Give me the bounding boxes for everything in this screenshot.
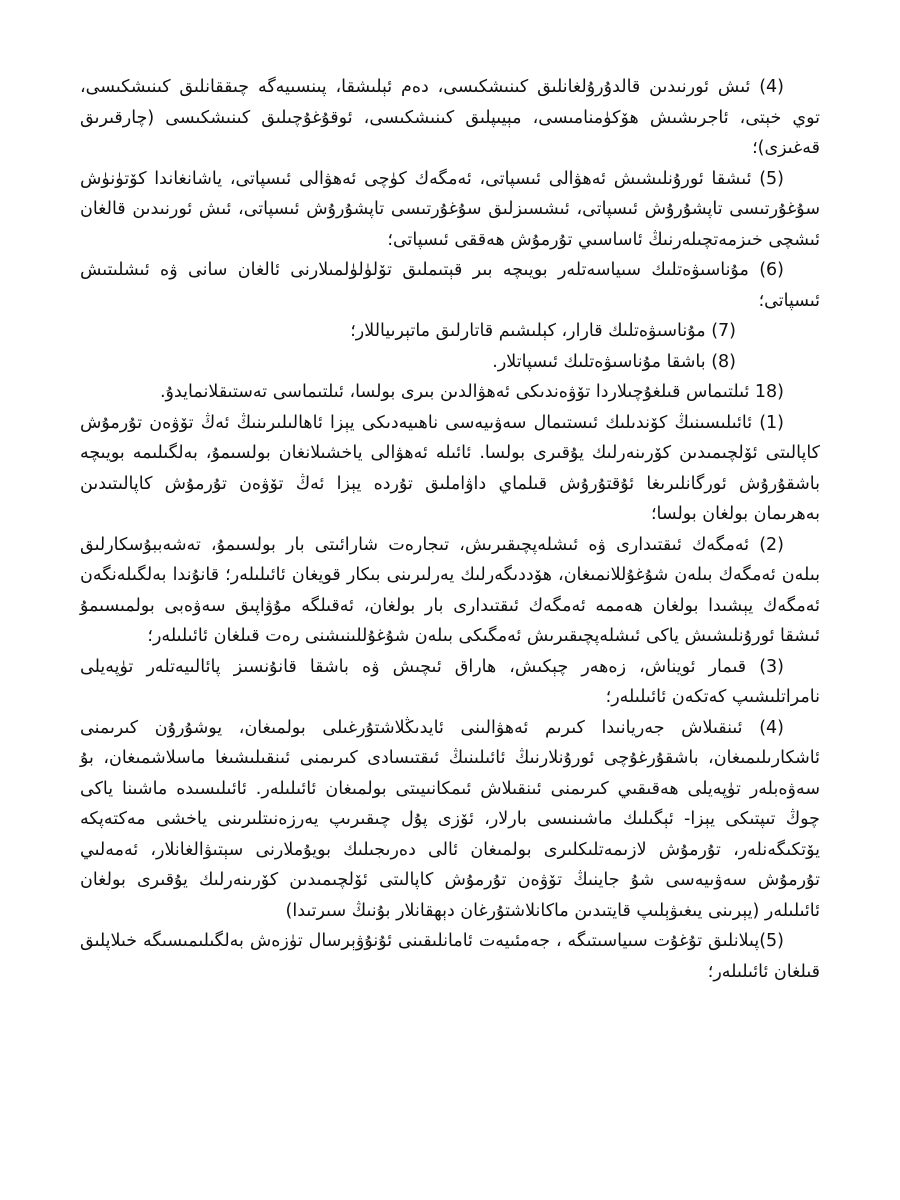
paragraph-item-6-subsidy-proof: (6) مۇناسىۋەتلىك سىياسەتلەر بويىچە بىر قېتىملىق تۆلۈلۈلمىلارنى ئالغان سانى ۋە ئىشلىتىش ئىسپاتى؛ [80,260,820,311]
paragraph-condition-4: (4) ئىنقىلاش جەريانىدا كىرىم ئەھۋالىنى ئايدىڭلاشتۇرغىلى بولمىغان، يوشۇرۇن كىرىمنى ئاشكارىلىمىغان، باشقۇرغۇچى ئورۇنلارنىڭ ئائىلىنىڭ ئىقتىسادى كىرىمنى ئىنقىلىشىغا ماسلاشمىغان، بۇ سەۋەبلەر تۈپەيلى ھەقىقىي كىرىمنى ئىنقىلاش ئىمكانىيىتى بولمىغان ئائىلىلەر. ئائىلىسىدە ماشىنا ياكى چوڭ تىپتىكى يېزا- ئېگىلىك ماشىنىسى بارلار، ئۆزى پۇل چىقىرىپ يەرزەنىتلىرىنى ياخشى مەكتەپكە يۆتكىگەنلەر، تۇرمۇش لازىمەتلىكلىرى بولمىغان ئالى دەرىجىلىك بويۇملارنى سېتىۋالغانلار، ئەمەلىي تۇرمۇش سەۋىيەسى شۇ جاينىڭ تۆۋەن تۇرمۇش كاپالىتى ئۆلچىمىدىن كۆرىنەرلىك يۇقىرى بولغان ئائىلىلەر (يېرىنى يىغىۋېلىپ قايتىدىن ماكانلاشتۇرغان دېھقانلار بۇنىڭ سىرتىدا) [80,717,820,921]
paragraph-condition-1: (1) ئائىلىسىنىڭ كۆندىلىك ئىستىمال سەۋىيەسى ناھىيەدىكى يېزا ئاھالىلىرىنىڭ ئەڭ تۆۋەن تۇرمۇش كاپالىتى ئۆلچىمىدىن كۆرىنەرلىك يۇقىرى بولسا. ئائىلە ئەھۋالى ياخشىلانغان بولسىمۇ، بەلگىلىمە بويىچە باشقۇرۇش ئورگانلىرىغا ئۇقتۇرۇش قىلماي داۋاملىق تۇردە يېزا ئەڭ تۆۋەن تۇرمۇش كاپالىتىدىن بەھرىمان بولغان بولسا؛ [80,412,820,524]
paragraph-condition-3: (3) قىمار ئويناش، زەھەر چېكىش، ھاراق ئىچىش ۋە باشقا قانۇنسىز پائالىيەتلەر تۈپەيلى نامراتلىشىپ كەتكەن ئائىلىلەر؛ [80,656,820,707]
document-page [80,72,820,987]
paragraph-item-7-materials: (7) مۇناسىۋەتلىك قارار، كېلىشىم قاتارلىق ماتېرىياللار؛ [350,321,736,341]
paragraph-item-5-employment-proof: (5) ئىشقا ئورۇنلىشىش ئەھۋالى ئىسپاتى، ئەمگەك كۈچى ئەھۋالى ئىسپاتى، ياشانغاندا كۆتۈنۈش سۇغۇرتىسى تاپشۇرۇش ئىسپاتى، ئىشسىزلىق سۇغۇرتىسى تاپشۇرۇش ئىسپاتى، ئىش ئورنىدىن قالغان ئىشچى خىزمەتچىلەرنىڭ ئاساسىي تۇرمۇش ھەققى ئىسپاتى؛ [80,168,820,250]
paragraph-condition-5: (5)پىلانلىق تۇغۇت سىياسىتىگە ، جەمئىيەت ئامانلىقىنى ئۇنۇۋېرسال تۈزەش بەلگىلىمىسىگە خىلاپلىق قىلغان ئائىلىلەر؛ [80,931,820,982]
paragraph-section-18-heading: (18 ئىلتىماس قىلغۇچىلاردا تۆۋەندىكى ئەھۋالدىن بىرى بولسا، ئىلتىماسى تەستىقلانمايدۇ. [159,382,784,402]
paragraph-item-8-other-proofs: (8) باشقا مۇناسىۋەتلىك ئىسپاتلار. [492,351,736,372]
paragraph-item-4-certificates: (4) ئىش ئورنىدىن قالدۇرۇلغانلىق كىنىشكىسى، دەم ئېلىشقا، پىنسىيەگە چىققانلىق كىنىشكىسى، توي خېتى، ئاجرىشىش ھۆكۈمنامىسى، مېيىپلىق كىنىشكىسى، ئوقۇغۇچىلىق كىنىشكىسى (چارقىرىق قەغىزى)؛ [80,77,820,158]
paragraph-condition-2: (2) ئەمگەك ئىقتىدارى ۋە ئىشلەپچىقىرىش، تىجارەت شارائىتى بار بولسىمۇ، تەشەببۇسكارلىق بىلەن ئەمگەك بىلەن شۇغۇللانمىغان، ھۆددىگەرلىك يەرلىرىنى بىكار قويغان ئائىلىلەر؛ قانۇندا بەلگىلەنگەن ئەمگەك يېشىدا بولغان ھەممە ئەمگەك ئىقتىدارى بار بولغان، ئەقىلگە مۇۋاپىق سەۋەبى بولمىسىمۇ ئىشقا ئورۇنلىشىش ياكى ئىشلەپچىقىرىش ئەمگىكى بىلەن شۇغۇللىنىشنى رەت قىلغان ئائىلىلەر؛ [80,534,820,646]
